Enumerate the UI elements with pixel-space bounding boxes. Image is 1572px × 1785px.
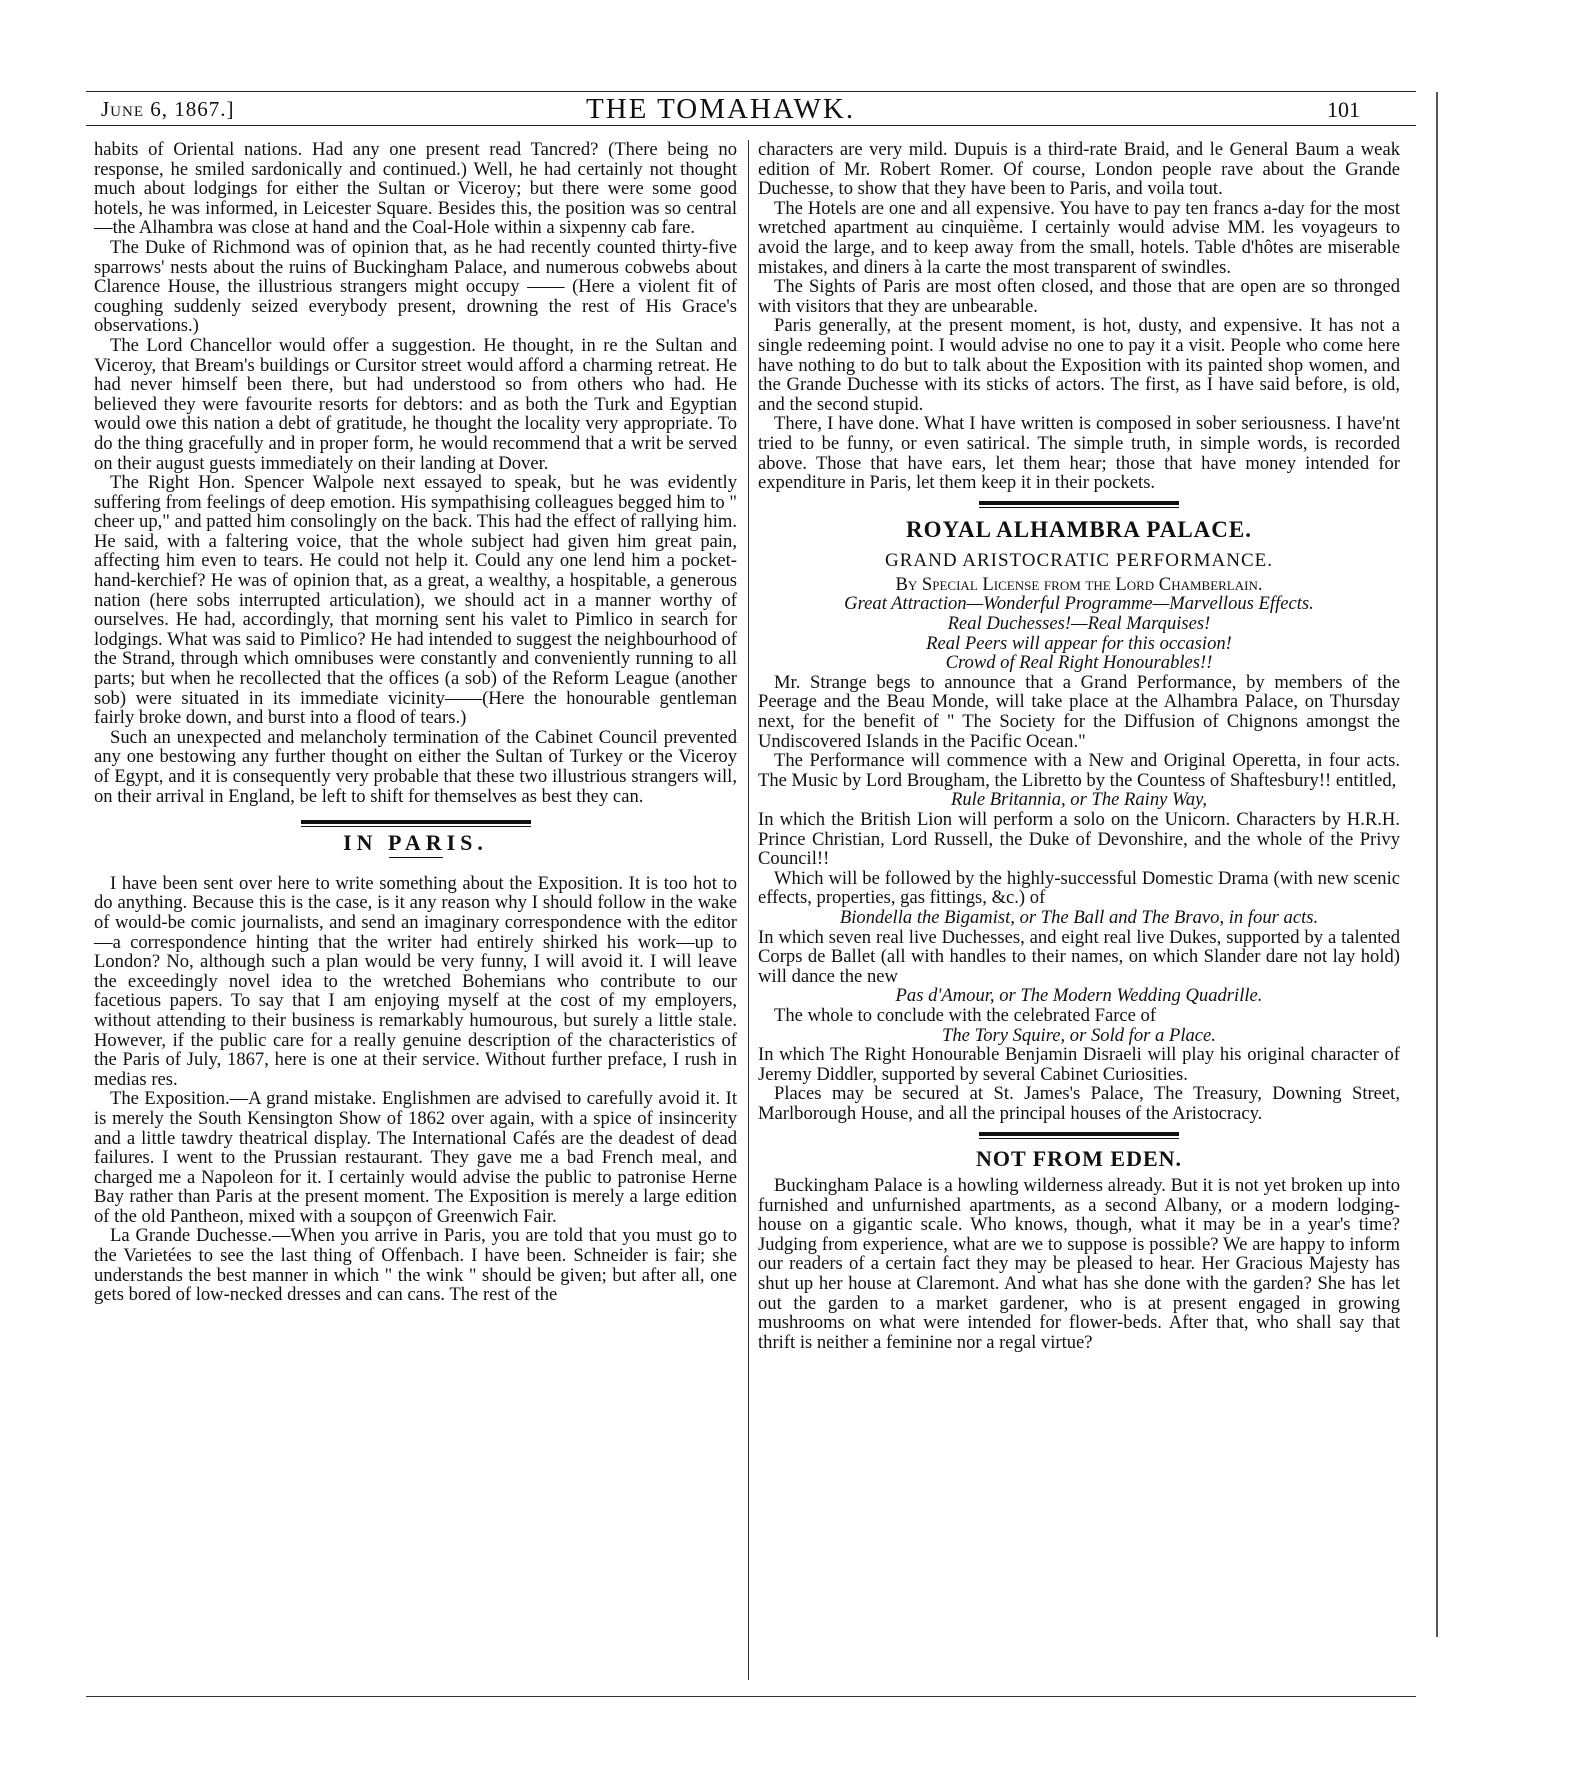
- alhambra-line: Crowd of Real Right Honourables!!: [945, 652, 1213, 674]
- paragraph: characters are very mild. Dupuis is a third-rate Braid, and le General Baum a weak edition of Mr. Robert Romer. Of course, London people rave about the Grande Duchesse, to show that they have been to Paris, and voila tout.: [758, 139, 1400, 200]
- paragraph: In which the British Lion will perform a solo on the Unicorn. Characters by H.R.H. Prince Christian, Lord Russell, the Duke of Devonshire, and the whole of the Privy Council!!: [758, 809, 1400, 870]
- paragraph: The Sights of Paris are most often closed, and those that are open are so thronged with visitors that they are unbearable.: [758, 276, 1400, 317]
- paragraph: habits of Oriental nations. Had any one present read Tancred? (There being no response, he smiled sardonically and continued.) Well, he had certainly not thought much about lodgings for either the Sultan or Viceroy; but there were some good hotels, he was informed, in Leicester Square. Besides this, the position was so central—the Alhambra was close at hand and the Coal-Hole within a sixpenny cab fare.: [94, 139, 737, 239]
- paragraph: Which will be followed by the highly-successful Domestic Drama (with new scenic effects, properties, gas fittings, &c.) of: [758, 867, 1400, 909]
- performance-title: Biondella the Bigamist, or The Ball and The Bravo, in four acts.: [839, 906, 1319, 928]
- issue-date: June 6, 1867.]: [101, 97, 235, 121]
- paragraph: Buckingham Palace is a howling wilderness already. But it is not yet broken up into furnished and unfurnished apartments, as a second Albany, or a modern lodging-house on a gigantic scale. Who knows, though, what it may be in a year's time? Judging from experience, what are we to suppose is possible? We are happy to inform our readers of a certain fact they may be pleased to hear. Her Gracious Majesty has shut up her house at Claremont. And what has she done with the garden? She has let out the garden to a market gardener, who is at present engaged in growing mushrooms on what were intended for flower-beds. After that, who shall say that thrift is neither a feminine nor a regal virtue?: [758, 1175, 1400, 1353]
- left-column: [94, 140, 737, 1305]
- section-heading-alhambra: ROYAL ALHAMBRA PALACE.: [906, 516, 1252, 542]
- section-rule: [301, 820, 531, 827]
- performance-title: The Tory Squire, or Sold for a Place.: [942, 1024, 1216, 1046]
- binding-edge: [1436, 92, 1438, 1637]
- section-heading-in-paris: IN PARIS.: [343, 830, 488, 856]
- performance-title: Pas d'Amour, or The Modern Wedding Quadrille.: [895, 985, 1263, 1007]
- alhambra-attraction: Great Attraction—Wonderful Programme—Marvellous Effects.: [844, 593, 1314, 615]
- alhambra-line: Real Peers will appear for this occasion!: [926, 632, 1232, 654]
- paragraph: Mr. Strange begs to announce that a Grand Performance, by members of the Peerage and the Beau Monde, will take place at the Alhambra Palace, on Thursday next, for the benefit of " The Society for the Diffusion of Chignons amongst the Undiscovered Islands in the Pacific Ocean.": [758, 671, 1400, 752]
- column-divider: [748, 140, 749, 1680]
- section-rule: [979, 501, 1179, 508]
- paragraph: The Performance will commence with a New and Original Operetta, in four acts. The Music by Lord Brougham, the Libretto by the Countess of Shaftesbury!! entitled,: [758, 750, 1400, 791]
- paragraph: The Right Hon. Spencer Walpole next essayed to speak, but he was evidently suffering from feelings of deep emotion. His sympathising colleagues begged him to " cheer up," and patted him consolingly on the back. This had the effect of rallying him. He said, with a faltering voice, that the whole subject had given him great pain, affecting him even to tears. He could not help it. Could any one lend him a pocket-hand-kerchief? He was of opinion that, as a great, a wealthy, a hospitable, a generous nation (here sobs interrupted articulation), we should act in a manner worthy of ourselves. He had, accordingly, that morning sent his valet to Pimlico in search for lodgings. What was said to Pimlico? He had intended to suggest the neighbourhood of the Strand, through which omnibuses were constantly and conveniently running to all parts; but when he recollected that the offices (a sob) of the Reform League (another sob) were situated in its immediate vicinity——(Here the honourable gentleman fairly broke down, and burst into a flood of tears.): [94, 472, 737, 729]
- paragraph: I have been sent over here to write something about the Exposition. It is too hot to do anything. Because this is the case, is it any reason why I should follow in the wake of would-be comic journalists, and send an imaginary correspondence with the editor—a correspondence hinting that the writer had entirely shirked his work—up to London? No, although such a plan would be very funny, I will avoid it. I will leave the exceedingly novel idea to the wretched Bohemians who contribute to our facetious papers. To say that I am enjoying myself at the cost of my employers, without attending to their business is remarkably humourous, but surely a little stale. However, if the public care for a really genuine description of the characteristics of the Paris of July, 1867, here is one at their service. Without further preface, I rush in medias res.: [94, 872, 737, 1090]
- right-column: [758, 140, 1400, 1352]
- paragraph: La Grande Duchesse.—When you arrive in Paris, you are told that you must go to the Varietées to see the last thing of Offenbach. I have been. Schneider is fair; she understands the best manner in which " the wink " should be given; but after all, one gets bored of low-necked dresses and can cans. The rest of the: [94, 1225, 737, 1306]
- alhambra-license: By Special License from the Lord Chamberlain.: [895, 573, 1263, 595]
- section-rule: [979, 1132, 1179, 1139]
- paragraph: The Lord Chancellor would offer a suggestion. He thought, in re the Sultan and Viceroy, that Bream's buildings or Cursitor street would afford a charming retreat. He had never himself been there, but had understood so from others who had. He believed they were favourite resorts for debtors: and as both the Turk and Egyptian would owe this nation a debt of gratitude, he thought the locality very appropriate. To do the thing gracefully and in proper form, he would recommend that a writ be served on their august guests immediately on their landing at Dover.: [94, 334, 737, 474]
- paragraph: There, I have done. What I have written is composed in sober seriousness. I have'nt tried to be funny, or even satirical. The simple truth, in simple words, is recorded above. Those that have ears, let them hear; those that have money intended for expenditure in Paris, let them keep it in their pockets.: [758, 413, 1400, 494]
- paragraph: The Hotels are one and all expensive. You have to pay ten francs a-day for the most wretched apartment au cinquième. I certainly would advise MM. les voyageurs to avoid the large, and to keep away from the small, hotels. Table d'hôtes are miserable mistakes, and diners à la carte the most transparent of swindles.: [758, 197, 1400, 278]
- paragraph: In which seven real live Duchesses, and eight real live Dukes, supported by a talented Corps de Ballet (all with handles to their names, on which Slander dare not lay hold) will dance the new: [758, 926, 1400, 987]
- alhambra-subheading: GRAND ARISTOCRATIC PERFORMANCE.: [884, 550, 1274, 572]
- paragraph: The whole to conclude with the celebrated Farce of: [774, 1004, 1157, 1026]
- paragraph: In which The Right Honourable Benjamin Disraeli will play his original character of Jeremy Diddler, supported by several Cabinet Curiosities.: [758, 1044, 1400, 1085]
- paragraph: The Duke of Richmond was of opinion that, as he had recently counted thirty-five sparrows' nests about the ruins of Buckingham Palace, and numerous cobwebs about Clarence House, the illustrious strangers might occupy —— (Here a violent fit of coughing suddenly seized everybody present, drowning the rest of His Grace's observations.): [94, 236, 737, 337]
- paragraph: Paris generally, at the present moment, is hot, dusty, and expensive. It has not a single redeeming point. I would advise no one to pay it a visit. People who come here have nothing to do but to talk about the Exposition with its painted shop women, and the Grande Duchesse with its sticks of actors. The first, as I have said before, is old, and the second stupid.: [758, 315, 1400, 415]
- alhambra-line: Real Duchesses!—Real Marquises!: [947, 613, 1211, 635]
- paragraph: Places may be secured at St. James's Palace, The Treasury, Downing Street, Marlborough House, and all the principal houses of the Aristocracy.: [758, 1083, 1400, 1124]
- masthead-title: THE TOMAHAWK.: [586, 93, 856, 125]
- footer-rule: [86, 1696, 1416, 1697]
- header-bottom-rule: [86, 125, 1416, 126]
- heading-underline: [389, 857, 443, 858]
- performance-title: Rule Britannia, or The Rainy Way,: [951, 789, 1207, 811]
- paragraph: The Exposition.—A grand mistake. Englishmen are advised to carefully avoid it. It is merely the South Kensington Show of 1862 over again, with a spice of insincerity and a little tawdry theatrical display. The International Cafés are the deadest of dead failures. I went to the Prussian restaurant. They gave me a bad French meal, and charged me a Napoleon for it. I certainly would advise the public to patronise Herne Bay rather than Paris at the present moment. The Exposition is merely a large edition of the old Pantheon, mixed with a soupçon of Greenwich Fair.: [94, 1088, 737, 1227]
- section-heading-not-from-eden: NOT FROM EDEN.: [975, 1145, 1183, 1171]
- header-top-rule: [86, 91, 1416, 92]
- paragraph: Such an unexpected and melancholy termination of the Cabinet Council prevented any one bestowing any further thought on either the Sultan of Turkey or the Viceroy of Egypt, and it is consequently very probable that these two illustrious strangers will, on their arrival in England, be left to shift for themselves as best they can.: [94, 726, 737, 807]
- page-number: 101: [1327, 97, 1360, 122]
